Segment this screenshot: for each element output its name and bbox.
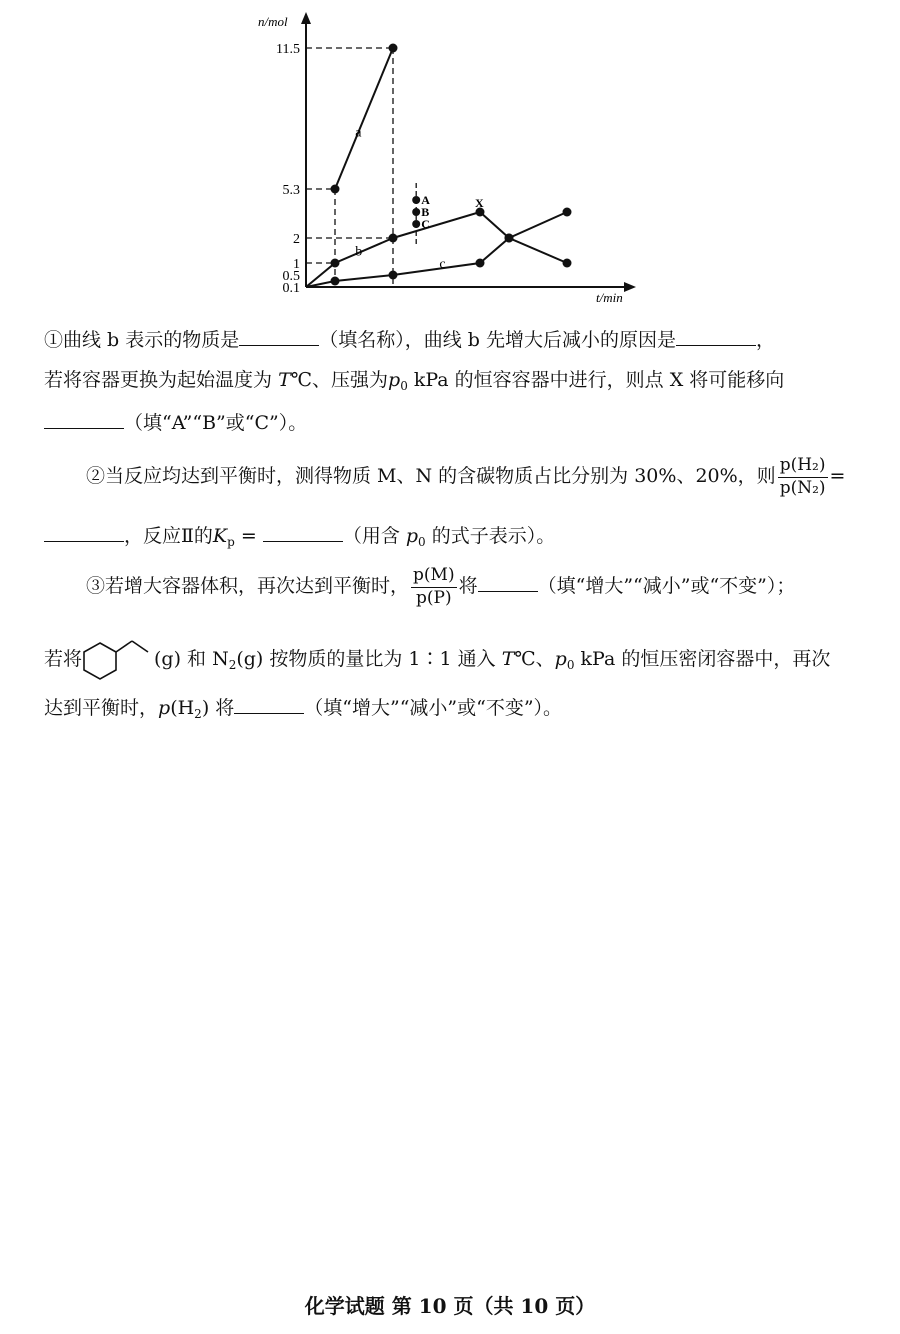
x-axis-arrow	[624, 282, 636, 292]
q2-frac-num: p(H₂)	[778, 456, 828, 478]
q1-blank-2[interactable]	[676, 344, 756, 346]
series-b-point	[389, 234, 398, 243]
q2-pressure-sub: 0	[418, 535, 426, 549]
q1-text-5: ℃、压强为	[290, 369, 389, 391]
ytick-label-1: 1	[293, 257, 300, 272]
series-a-point	[389, 44, 398, 53]
series-c-line	[306, 212, 567, 287]
q3-blank-2[interactable]	[234, 712, 304, 714]
q3-text-8: kPa 的恒压密闭容器中，再次	[574, 648, 831, 670]
series-a-point	[331, 185, 340, 194]
q2-blank-1[interactable]	[44, 540, 124, 542]
series-c-point	[389, 271, 398, 280]
question-2-line-1	[86, 456, 845, 498]
q3-text-10: (H	[170, 697, 195, 719]
ytick-label-11.5: 11.5	[276, 42, 300, 57]
series-c-point	[331, 277, 340, 286]
annotation-X: X	[475, 196, 484, 210]
q1-text-1: 曲线 b 表示的物质是	[63, 329, 240, 351]
candidate-point-B	[412, 208, 420, 216]
question-2-line-2	[44, 525, 556, 549]
q2-k-symbol: K	[212, 525, 228, 547]
q2-pressure-symbol: p	[405, 525, 419, 547]
series-c-point	[563, 208, 572, 217]
q3-text-2: 将	[458, 575, 478, 598]
candidate-label-B: B	[421, 205, 430, 219]
q3-frac-den: p(P)	[416, 587, 452, 608]
time-mol-chart	[0, 0, 900, 320]
q1-temp-symbol: T	[278, 369, 291, 391]
q3-text-11: ) 将	[201, 697, 235, 719]
question-1-line-1	[44, 331, 775, 350]
ethylcyclohexane-structure-icon	[82, 635, 154, 685]
series-b-line	[306, 212, 567, 287]
q3-mark: ③	[86, 575, 106, 598]
q3-text-7: ℃、	[514, 648, 555, 670]
series-c-point	[476, 259, 485, 268]
q3-ph2-symbol: p	[158, 697, 171, 719]
q3-text-3: （填“增大”“减小”或“不变”）；	[537, 575, 796, 598]
ytick-label-2: 2	[293, 232, 300, 247]
q1-text-3: ，	[756, 329, 776, 351]
q1-text-2: （填名称），曲线 b 先增大后减小的原因是	[319, 329, 677, 351]
q3-frac-num: p(M)	[411, 566, 457, 588]
q2-blank-2[interactable]	[263, 540, 343, 542]
series-b-label: b	[355, 244, 363, 260]
series-b-point	[331, 259, 340, 268]
q3-n2-sub: 2	[228, 658, 237, 672]
ytick-label-5.3: 5.3	[282, 183, 300, 198]
q3-fraction	[411, 566, 457, 608]
q3-pressure-sub: 0	[566, 658, 575, 672]
ytick-label-0.5: 0.5	[282, 269, 300, 284]
q2-text-3: =	[234, 525, 263, 547]
q3-text-9: 达到平衡时，	[44, 697, 159, 719]
question-1-line-2	[44, 369, 785, 393]
series-c-point	[505, 234, 514, 243]
y-axis-label: n/mol	[258, 14, 288, 29]
x-axis-label: t/min	[596, 290, 623, 305]
candidate-label-A: A	[421, 193, 430, 207]
ytick-label-0.1: 0.1	[282, 281, 300, 296]
q1-pressure-sub: 0	[400, 379, 408, 393]
candidate-point-C	[412, 220, 420, 228]
q1-pressure-symbol: p	[388, 369, 401, 391]
series-b-point	[563, 259, 572, 268]
q3-text-4: 若将	[44, 648, 83, 670]
candidate-label-C: C	[421, 217, 430, 231]
q2-text-2: ，反应Ⅱ的	[124, 525, 213, 547]
q1-mark: ①	[44, 329, 64, 351]
series-a-label: a	[355, 125, 362, 141]
q2-mark: ②	[86, 465, 106, 488]
q3-text-12: （填“增大”“减小”或“不变”）。	[304, 697, 563, 719]
q3-text-5: (g) 和 N	[154, 648, 229, 670]
q3-h2-sub: 2	[194, 707, 202, 721]
question-3-line-2	[44, 634, 830, 685]
q3-text-6: (g) 按物质的量比为 1∶1 通入	[236, 648, 496, 670]
series-c-label: c	[439, 256, 446, 272]
question-1-line-3	[44, 414, 307, 433]
q2-equals: =	[829, 465, 846, 488]
page-footer: 化学试题 第 10 页（共 10 页）	[304, 1294, 596, 1318]
q2-fraction	[778, 456, 828, 498]
q2-text-1: 当反应均达到平衡时，测得物质 M、N 的含碳物质占比分别为 30%、20%，则	[105, 465, 776, 488]
question-3-line-3	[44, 697, 563, 721]
q2-text-4: （用含	[342, 525, 400, 547]
q1-text-7: （填“A”“B”或“C”）。	[124, 412, 308, 434]
q3-blank-1[interactable]	[478, 590, 538, 592]
series-a-line	[335, 48, 393, 189]
q1-text-6: kPa 的恒容容器中进行，则点 X 将可能移向	[407, 369, 785, 391]
y-axis-arrow	[301, 12, 311, 24]
q3-text-1: 若增大容器体积，再次达到平衡时，	[105, 575, 410, 598]
candidate-point-A	[412, 196, 420, 204]
q2-frac-den: p(N₂)	[779, 477, 826, 498]
q1-blank-1[interactable]	[239, 344, 319, 346]
q2-k-sub: p	[227, 535, 235, 549]
question-3-line-1	[86, 566, 795, 608]
q3-pressure-symbol: p	[554, 648, 567, 670]
q3-temp-symbol: T	[501, 648, 515, 670]
q1-text-4: 若将容器更换为起始温度为	[44, 369, 273, 391]
q2-text-5: 的式子表示）。	[425, 525, 556, 547]
q1-blank-3[interactable]	[44, 427, 124, 429]
